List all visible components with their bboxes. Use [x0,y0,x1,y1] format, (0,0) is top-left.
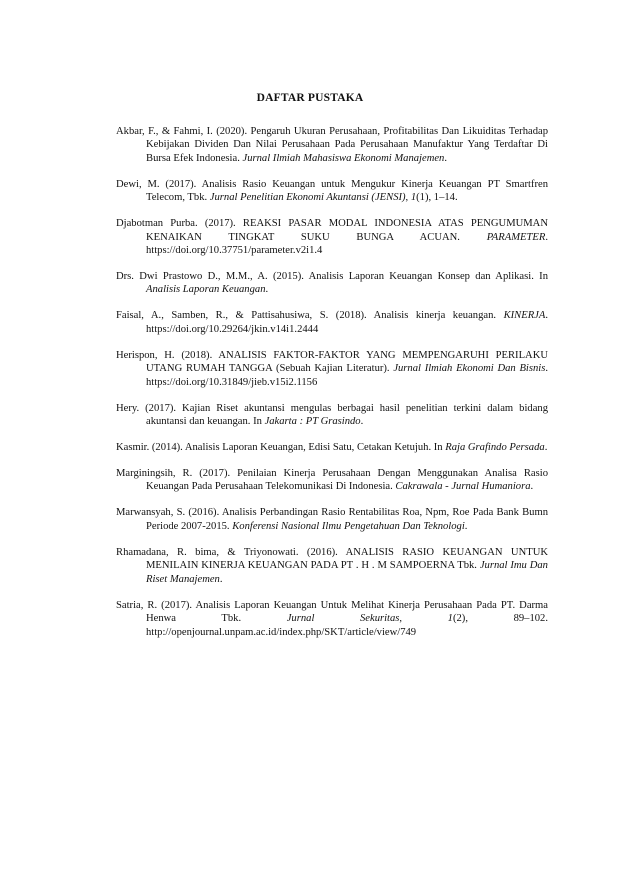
reference-entry [116,270,548,297]
reference-entry [116,349,548,389]
ref-source: Jurnal Sekuritas [286,613,400,625]
ref-source: Jurnal Penelitian Ekonomi Akuntansi (JENSI) [209,192,406,204]
ref-text-tail: . https://doi.org/10.37751/parameter.v2i1.4 [146,231,548,257]
ref-text-tail: . https://doi.org/10.31849/jieb.v15i2.1156 [146,363,548,388]
ref-volume: 1 [410,192,417,204]
ref-text: Rhamadana, R. bima, & Triyonowati. (2016). ANALISIS RASIO KEUANGAN UNTUK MENILAIN KINERJA KEUANGAN PADA PT . H . M SAMPOERNA Tbk. [116,546,548,572]
ref-source: PARAMETER [486,231,546,243]
reference-entry [116,309,548,336]
ref-source: Jurnal Ilmiah Ekonomi Dan Bisnis [393,363,546,375]
ref-text: Herispon, H. (2018). ANALISIS FAKTOR-FAKTOR YANG MEMPENGARUHI PERILAKU UTANG RUMAH TANGGA (Sebuah Kajian Literatur). [116,349,548,375]
ref-text-tail: . https://doi.org/10.29264/jkin.v14i1.2444 [146,310,548,335]
reference-entry [116,506,548,533]
ref-text-tail: . [265,284,269,296]
reference-entry [116,402,548,429]
ref-text-tail: . [464,520,468,532]
ref-text: Marginingsih, R. (2017). Penilaian Kinerja Perusahaan Dengan Menggunakan Analisa Rasio Keuangan Pada Perusahaan Telekomunikasi Di Indonesia. [116,468,548,493]
reference-entry [116,599,548,639]
reference-list [116,125,548,652]
ref-text-tail: , [399,613,448,625]
ref-source: Jurnal Imu Dan Riset Manajemen [146,560,548,585]
ref-text: Faisal, A., Samben, R., & Pattisahusiwa, S. (2018). Analisis kinerja keuangan. [116,310,504,322]
ref-text: Kasmir. (2014). Analisis Laporan Keuangan, Edisi Satu, Cetakan Ketujuh. In [116,442,446,454]
ref-pages: (2), 89–102. http://openjournal.unpam.ac.id/index.php/SKT/article/view/749 [146,613,548,638]
reference-entry [116,546,548,586]
ref-text: Dewi, M. (2017). Analisis Rasio Keuangan untuk Mengukur Kinerja Keuangan PT Smartfren Telecom, Tbk. [116,178,548,204]
ref-source: Jakarta : PT Grasindo [264,416,361,428]
ref-text: Hery. (2017). Kajian Riset akuntansi mengulas berbagai hasil penelitian terkini dalam bidang akuntansi dan keuangan. In [116,402,548,428]
ref-volume: 1 [447,613,453,625]
ref-text-tail: . [360,416,364,428]
reference-entry [116,178,548,205]
ref-text: Satria, R. (2017). Analisis Laporan Keuangan Untuk Melihat Kinerja Perusahaan Pada PT. Darma Henwa Tbk. [116,599,548,625]
ref-text-tail: . [444,152,448,164]
ref-text: Djabotman Purba. (2017). REAKSI PASAR MODAL INDONESIA ATAS PENGUMUMAN KENAIKAN TINGKAT SUKU BUNGA ACUAN. [116,218,548,243]
ref-text: Marwansyah, S. (2016). Analisis Perbandingan Rasio Rentabilitas Roa, Npm, Roe Pada Bank Bumn Periode 2007-2015. [116,507,548,532]
reference-entry [116,441,548,454]
ref-source: Jurnal Ilmiah Mahasiswa Ekonomi Manajemen [242,152,445,164]
ref-text-tail: . [544,442,548,454]
ref-text-tail: , [405,192,411,204]
ref-source: Raja Grafindo Persada [445,442,545,454]
ref-text: Drs. Dwi Prastowo D., M.M., A. (2015). Analisis Laporan Keuangan Konsep dan Aplikasi. In [116,271,548,283]
reference-entry [116,125,548,165]
ref-source: Konferensi Nasional Ilmu Pengetahuan Dan Teknologi [232,520,465,532]
ref-text-tail: . [219,573,223,585]
ref-pages: (1), 1–14. [416,192,458,204]
ref-text: Akbar, F., & Fahmi, I. (2020). Pengaruh Ukuran Perusahaan, Profitabilitas Dan Likuiditas Terhadap Kebijakan Dividen Dan Nilai Perusahaan Pada Perusahaan Manufaktur Yang Terdaftar Di Bursa Efek Indonesia. [116,126,548,164]
ref-text-tail: . [530,481,534,493]
ref-source: Analisis Laporan Keuangan [146,284,266,296]
reference-entry [116,467,548,494]
ref-source: KINERJA [503,310,546,322]
reference-entry [116,217,548,257]
ref-source: Cakrawala - Jurnal Humaniora [395,481,531,493]
page-title: DAFTAR PUSTAKA [256,92,364,104]
